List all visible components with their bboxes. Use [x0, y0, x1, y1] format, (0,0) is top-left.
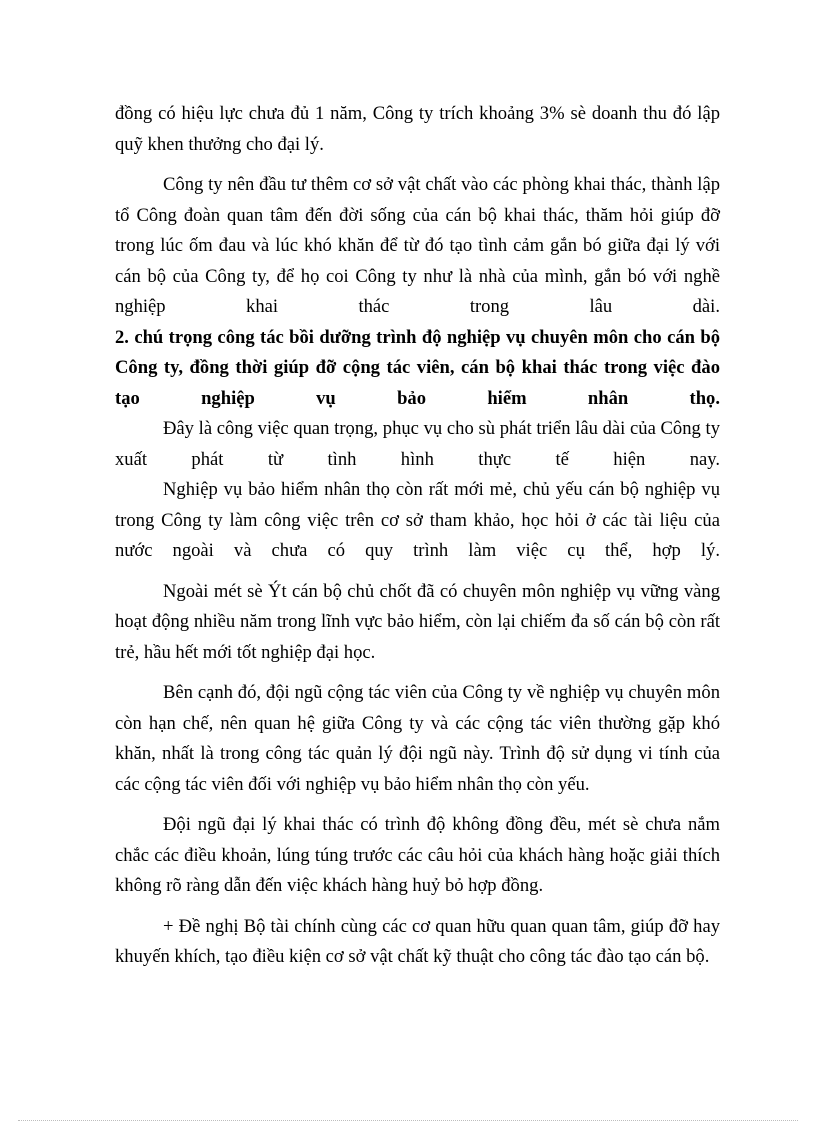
paragraph-recommendation: + Đề nghị Bộ tài chính cùng các cơ quan hữu quan quan tâm, giúp đỡ hay khuyến khích, tạo điều kiện cơ sở vật chất kỹ thuật cho công tác đào tạo cán bộ. [115, 915, 720, 967]
paragraph-importance: Đây là công việc quan trọng, phục vụ cho sù phát triển lâu dài của Công ty xuất phát từ tình hình thực tế hiện nay. [115, 418, 720, 470]
paragraph-collaborators: Bên cạnh đó, đội ngũ cộng tác viên của Công ty về nghiệp vụ chuyên môn còn hạn chế, nên quan hệ giữa Công ty và các cộng tác viên thường gặp khó khăn, nhất là trong công tác quản lý đội ngũ này. Trình độ sử dụng vi tính của các cộng tác viên đối với nghiệp vụ bảo hiểm nhân thọ còn yếu. [115, 682, 720, 795]
section-heading: 2. chú trọng công tác bồi dưỡng trình độ nghiệp vụ chuyên môn cho cán bộ Công ty, đồng thời giúp đỡ cộng tác viên, cán bộ khai thác trong việc đào tạo nghiệp vụ bảo hiểm nhân thọ. [115, 326, 720, 409]
paragraph-agents: Đội ngũ đại lý khai thác có trình độ không đồng đều, mét sè chưa nắm chắc các điều khoản, lúng túng trước các câu hỏi của khách hàng hoặc giải thích không rõ ràng dẫn đến việc khách hàng huỷ bỏ hợp đồng. [115, 814, 720, 896]
paragraph-continuation: đồng có hiệu lực chưa đủ 1 năm, Công ty trích khoảng 3% sè doanh thu đó lập quỹ khen thưởng cho đại lý. [115, 103, 720, 155]
paragraph-new-business: Nghiệp vụ bảo hiểm nhân thọ còn rất mới mẻ, chủ yếu cán bộ nghiệp vụ trong Công ty làm công việc trên cơ sở tham khảo, học hỏi ở các tài liệu của nước ngoài và chưa có quy trình làm việc cụ thể, hợp lý. [115, 479, 720, 561]
paragraph-facilities: Công ty nên đầu tư thêm cơ sở vật chất vào các phòng khai thác, thành lập tổ Công đoàn quan tâm đến đời sống của cán bộ khai thác, thăm hỏi giúp đỡ trong lúc ốm đau và lúc khó khăn để từ đó tạo tình cảm gắn bó giữa đại lý với cán bộ của Công ty, để họ coi Công ty như là nhà của mình, gắn bó với nghề nghiệp khai thác trong lâu dài. [115, 174, 720, 317]
page-bottom-divider [18, 1120, 798, 1121]
paragraph-staff: Ngoài mét sè Ýt cán bộ chủ chốt đã có chuyên môn nghiệp vụ vững vàng hoạt động nhiều năm trong lĩnh vực bảo hiểm, còn lại chiếm đa số cán bộ còn rất trẻ, hầu hết mới tốt nghiệp đại học. [115, 580, 720, 663]
document-body [115, 99, 720, 973]
